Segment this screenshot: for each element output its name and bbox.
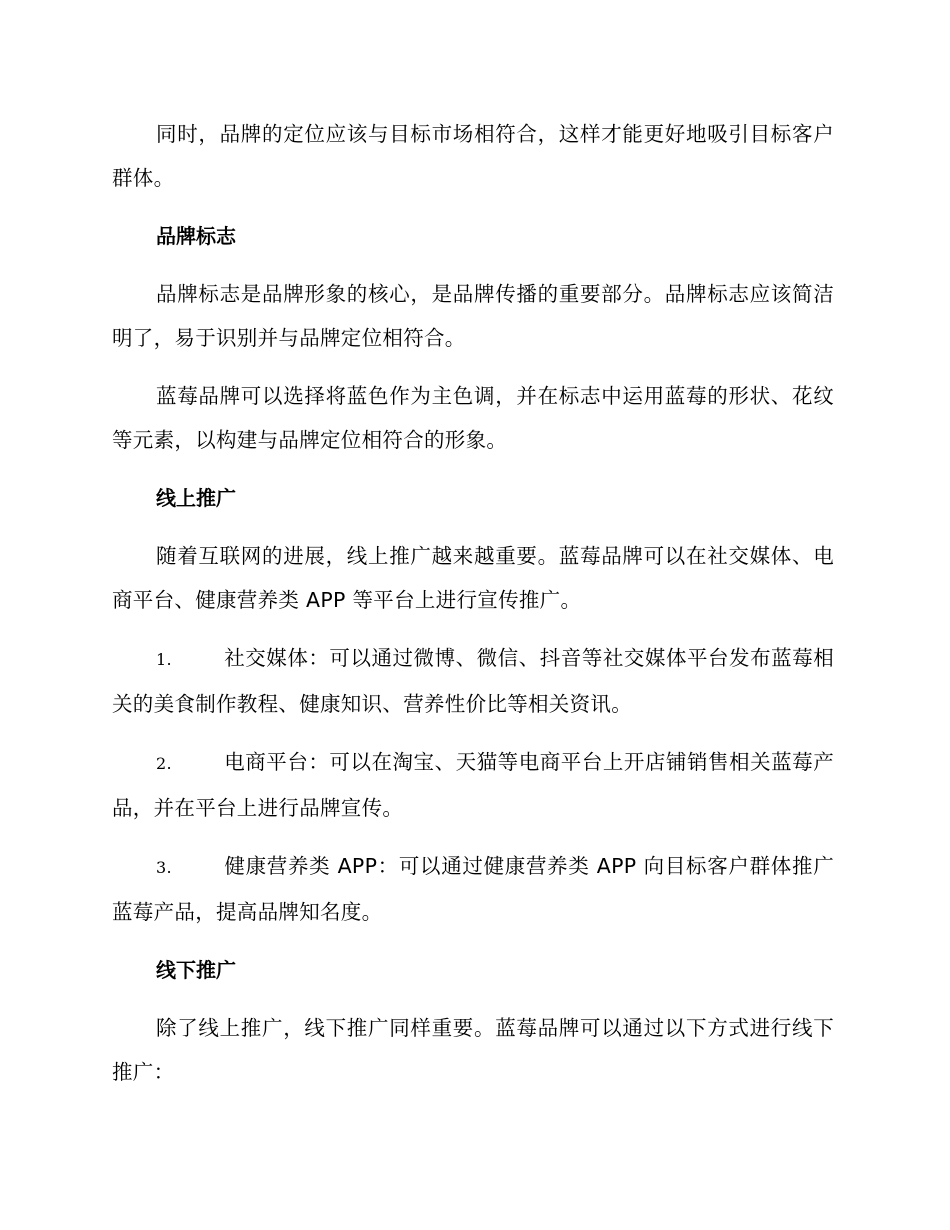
list-number: 1. [156, 650, 172, 669]
spacer [112, 520, 834, 534]
spacer [112, 258, 834, 272]
spacer [112, 934, 834, 948]
list-item-text: 社交媒体：可以通过微博、微信、抖音等社交媒体平台发布蓝莓相关的美食制作教程、健康知识、营养性价比等相关资讯。 [112, 646, 834, 716]
heading-brand-logo: 品牌标志 [156, 224, 236, 248]
spacer [112, 360, 834, 374]
list-item-text: 电商平台：可以在淘宝、天猫等电商平台上开店铺销售相关蓝莓产品，并在平台上进行品牌宣传。 [112, 750, 834, 820]
list-number: 3. [156, 858, 172, 877]
paragraph-logo-color: 蓝莓品牌可以选择将蓝色作为主色调，并在标志中运用蓝莓的形状、花纹等元素，以构建与品牌定位相符合的形象。 [112, 384, 834, 452]
list-number: 2. [156, 754, 172, 773]
paragraph-offline-intro: 除了线上推广，线下推广同样重要。蓝莓品牌可以通过以下方式进行线下推广： [112, 1016, 834, 1084]
heading-offline-promotion: 线下推广 [156, 958, 236, 982]
list-item-text: 健康营养类 APP：可以通过健康营养类 APP 向目标客户群体推广蓝莓产品，提高品牌知名度。 [112, 854, 834, 924]
spacer [112, 462, 834, 476]
spacer [112, 992, 834, 1006]
list-item [112, 740, 834, 830]
paragraph-logo-core: 品牌标志是品牌形象的核心，是品牌传播的重要部分。品牌标志应该简洁明了，易于识别并与品牌定位相符合。 [112, 282, 834, 350]
spacer [112, 726, 834, 740]
paragraph-positioning: 同时，品牌的定位应该与目标市场相符合，这样才能更好地吸引目标客户群体。 [112, 122, 834, 190]
list-item [112, 636, 834, 726]
spacer [112, 200, 834, 214]
spacer [112, 622, 834, 636]
spacer [112, 830, 834, 844]
heading-online-promotion: 线上推广 [156, 486, 236, 510]
paragraph-online-intro: 随着互联网的进展，线上推广越来越重要。蓝莓品牌可以在社交媒体、电商平台、健康营养类 APP 等平台上进行宣传推广。 [112, 544, 834, 612]
list-item [112, 844, 834, 934]
document-page [112, 112, 834, 1094]
